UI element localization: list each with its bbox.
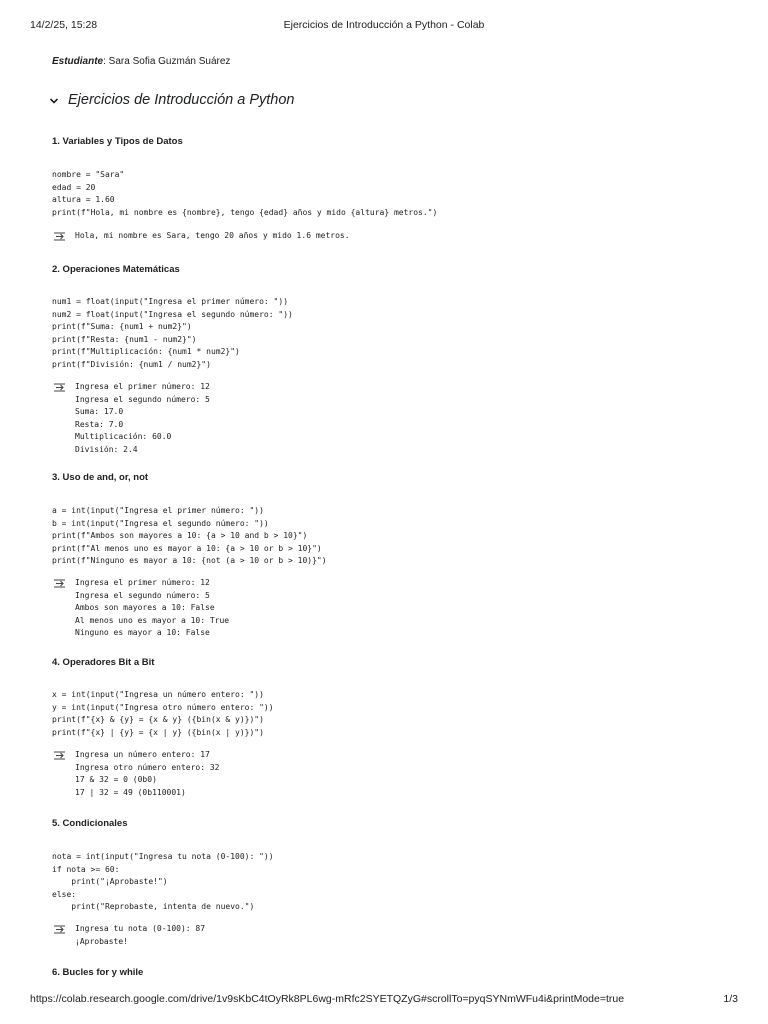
cell-heading: 1. Variables y Tipos de Datos (52, 136, 183, 147)
section-title: Ejercicios de Introducción a Python (68, 92, 295, 108)
code-cell[interactable]: x = int(input("Ingresa un número entero: ")) y = int(input("Ingresa otro número entero: ")) print(f"{x} & {y} = {x & y} ({bin(x & y)})") print(f"{x} | {y} = {x | y} ({bin(x | y)})") (52, 690, 274, 737)
output-toggle-icon[interactable] (53, 578, 66, 589)
print-datetime: 14/2/25, 15:28 (30, 19, 98, 31)
section-header[interactable] (48, 92, 548, 112)
cell-heading: 2. Operaciones Matemáticas (52, 264, 180, 275)
cell-output: Ingresa el primer número: 12 Ingresa el segundo número: 5 Suma: 17.0 Resta: 7.0 Multiplicación: 60.0 División: 2.4 (75, 382, 210, 454)
code-cell[interactable]: a = int(input("Ingresa el primer número: ")) b = int(input("Ingresa el segundo número: ")) print(f"Ambos son mayores a 10: {a > 10 and b > 10}") print(f"Al menos uno es mayor a 10: {a > 10 or b > 10}") print(f"Ninguno es mayor a 10: {not (a > 10 or b > 10)}") (52, 506, 327, 565)
code-cell[interactable]: num1 = float(input("Ingresa el primer número: ")) num2 = float(input("Ingresa el segundo número: ")) print(f"Suma: {num1 + num2}") print(f"Resta: {num1 - num2}") print(f"Multiplicación: {num1 * num2}") print(f"División: {num1 / num2}") (52, 297, 293, 369)
page-number: 1/3 (723, 993, 738, 1005)
output-toggle-icon[interactable] (53, 382, 66, 393)
output-toggle-icon[interactable] (53, 924, 66, 935)
print-header (30, 19, 738, 33)
student-label: Estudiante (52, 56, 104, 67)
cell-output: Hola, mi nombre es Sara, tengo 20 años y mido 1.6 metros. (75, 231, 350, 240)
cell-heading: 6. Bucles for y while (52, 967, 144, 978)
chevron-down-icon[interactable] (48, 95, 60, 107)
document-title: Ejercicios de Introducción a Python - Colab (283, 19, 485, 31)
cell-output: Ingresa tu nota (0-100): 87 ¡Aprobaste! (75, 924, 206, 946)
cell-output: Ingresa el primer número: 12 Ingresa el segundo número: 5 Ambos son mayores a 10: False Al menos uno es mayor a 10: True Ninguno es mayor a 10: False (75, 578, 230, 637)
cell-heading: 5. Condicionales (52, 818, 128, 829)
cell-output: Ingresa un número entero: 17 Ingresa otro número entero: 32 17 & 32 = 0 (0b0) 17 | 32 = 49 (0b110001) (75, 750, 220, 797)
output-toggle-icon[interactable] (53, 231, 66, 242)
page-url: https://colab.research.google.com/drive/1v9sKbC4tOyRk8PL6wg-mRfc2SYETQZyG#scrollTo=pyqSYNmWFu4i&printMode=true (30, 993, 625, 1005)
print-footer (30, 993, 738, 1007)
cell-heading: 4. Operadores Bit a Bit (52, 657, 155, 668)
code-cell[interactable]: nota = int(input("Ingresa tu nota (0-100): ")) if nota >= 60: print("¡Aprobaste!") else: print("Reprobaste, intenta de nuevo.") (52, 852, 274, 911)
code-cell[interactable]: nombre = "Sara" edad = 20 altura = 1.60 print(f"Hola, mi nombre es {nombre}, tengo {edad} años y mido {altura} metros.") (52, 170, 438, 217)
student-line (52, 56, 230, 67)
student-name: : Sara Sofia Guzmán Suárez (103, 56, 231, 67)
output-toggle-icon[interactable] (53, 750, 66, 761)
cell-heading: 3. Uso de and, or, not (52, 472, 149, 483)
